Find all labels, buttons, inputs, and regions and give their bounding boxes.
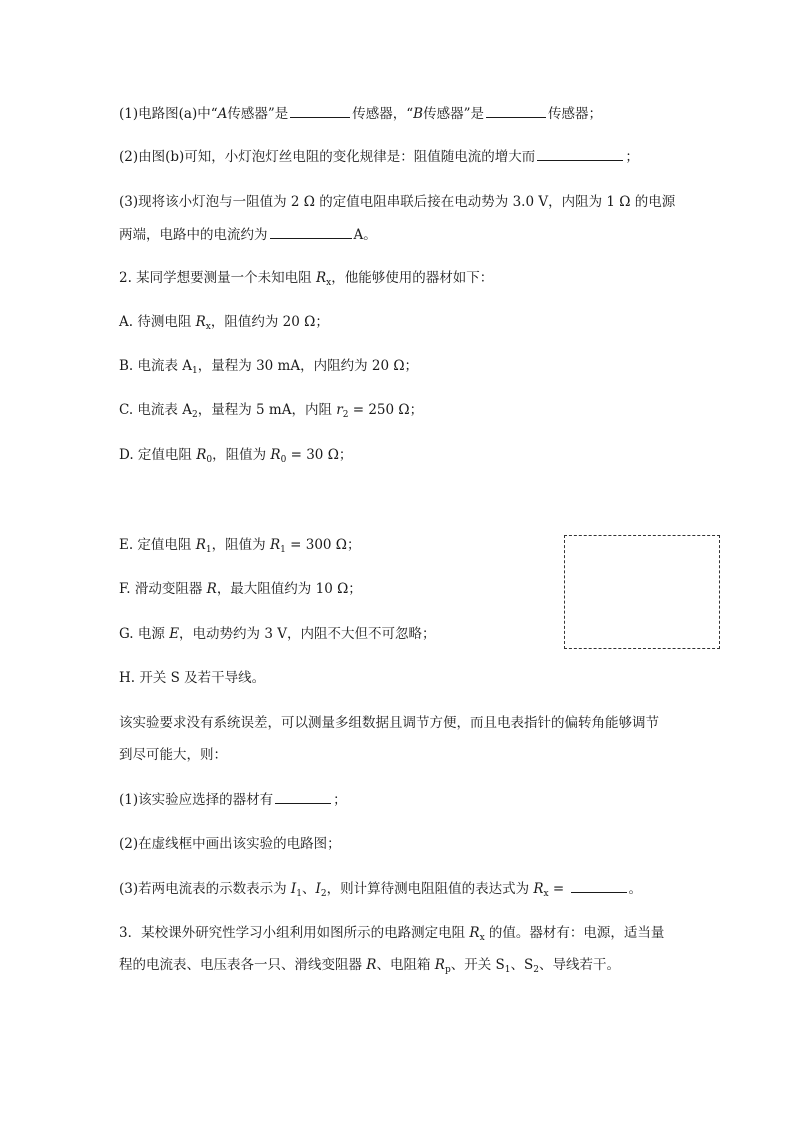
text: R — [469, 925, 480, 941]
answer-blank[interactable] — [290, 103, 350, 118]
text: (1)电路图(a)中“ — [119, 106, 218, 122]
q2-sub1 — [119, 789, 347, 810]
text: 、S — [510, 957, 534, 973]
text: E — [169, 626, 180, 642]
q2-item-g — [119, 624, 435, 644]
text: r — [336, 402, 343, 418]
text: x — [479, 933, 485, 943]
text: F. 滑动变阻器 — [119, 581, 207, 597]
text: (3)现将该小灯泡与一阻值为 2 Ω 的定值电阻串联后接在电动势为 3.0 V，内阻为 1 Ω 的电源 — [119, 194, 676, 210]
answer-blank[interactable] — [537, 146, 623, 161]
text: 到尽可能大，则： — [119, 747, 227, 763]
q1-part3-line1 — [119, 192, 675, 212]
text: ，他能够使用的器材如下： — [331, 270, 494, 286]
text: R — [195, 314, 206, 330]
q2-item-d — [119, 445, 352, 465]
text: R — [195, 537, 206, 553]
text: R — [533, 881, 544, 897]
text: p — [444, 965, 451, 975]
text: 传感器，“ — [352, 106, 414, 122]
text: I — [290, 881, 297, 897]
text: (2)在虚线框中画出该实验的电路图； — [119, 836, 341, 852]
q2-requirement-line2 — [119, 745, 227, 765]
q2-item-f — [119, 579, 362, 599]
text: G. 电源 — [119, 626, 170, 642]
answer-blank[interactable] — [486, 103, 546, 118]
q2-item-a — [119, 312, 329, 332]
text: R — [270, 447, 281, 463]
q2-item-h — [119, 668, 265, 688]
text: ，阻值为 — [212, 447, 271, 463]
text: 程的电流表、电压表各一只、滑线变阻器 — [119, 957, 367, 973]
text: 1 — [296, 889, 302, 899]
text: ； — [625, 149, 639, 165]
circuit-drawing-box[interactable] — [564, 535, 720, 649]
text: 2 — [533, 965, 539, 975]
text: x — [326, 278, 332, 288]
text: ，阻值约为 20 Ω； — [210, 314, 329, 330]
text: C. 电流表 A — [119, 402, 192, 418]
text: R — [196, 447, 207, 463]
text: A. 待测电阻 — [119, 314, 196, 330]
text: 2 — [342, 410, 349, 420]
text: R — [269, 537, 281, 553]
text: 0 — [206, 455, 213, 465]
text: 1 — [205, 545, 212, 555]
text: A — [217, 106, 228, 122]
answer-blank[interactable] — [571, 878, 627, 893]
text: H. 开关 S 及若干导线。 — [119, 670, 266, 686]
text: x — [543, 889, 549, 899]
text: (2)由图(b)可知，小灯泡灯丝电阻的变化规律是：阻值随电流的增大而 — [119, 149, 536, 165]
text: 。 — [628, 881, 643, 897]
q2-item-e — [119, 535, 361, 555]
text: 、导线若干。 — [538, 957, 620, 973]
text: (3)若两电流表的示数表示为 — [119, 881, 291, 897]
text: 3．某校课外研究性学习小组利用如图所示的电路测定电阻 — [119, 925, 470, 941]
text: = — [548, 881, 569, 897]
text: x — [205, 322, 211, 332]
text: 、 — [302, 881, 316, 897]
text: ，最大阻值约为 10 Ω； — [216, 581, 362, 597]
q2-requirement-line1 — [119, 713, 659, 733]
text: 1 — [280, 545, 286, 555]
text: 2 — [191, 410, 198, 420]
text: = 250 Ω； — [348, 402, 424, 418]
text: 的值。器材有：电源，适当量 — [484, 925, 665, 941]
text: 1 — [192, 366, 198, 376]
text: B — [413, 106, 424, 122]
text: ，量程为 5 mA，内阻 — [197, 402, 337, 418]
q2-sub3 — [119, 878, 642, 899]
text: ； — [333, 792, 347, 808]
text: 该实验要求没有系统误差，可以测量多组数据且调节方便，而且电表指针的偏转角能够调节 — [119, 715, 659, 731]
text: 2. 某同学想要测量一个未知电阻 — [119, 270, 316, 286]
text: R — [434, 957, 445, 973]
text: A。 — [353, 227, 377, 243]
q3-line1 — [119, 923, 664, 943]
text: E. 定值电阻 — [119, 537, 196, 553]
answer-blank[interactable] — [270, 224, 352, 239]
text: 传感器”是 — [423, 106, 484, 122]
text: 传感器”是 — [227, 106, 289, 122]
text: 、电阻箱 — [376, 957, 435, 973]
q2-item-b — [119, 356, 418, 376]
q2-sub2 — [119, 834, 341, 854]
text: ，阻值为 — [211, 537, 270, 553]
text: = 30 Ω； — [286, 447, 353, 463]
text: 传感器； — [548, 106, 602, 122]
text: R — [366, 957, 377, 973]
q2-item-c — [119, 400, 423, 420]
text: R — [315, 270, 327, 286]
text: B. 电流表 A — [119, 358, 193, 374]
q3-line2 — [119, 955, 620, 975]
q1-part3-line2 — [119, 224, 377, 245]
text: 两端，电路中的电流约为 — [119, 227, 268, 243]
text: = 300 Ω； — [285, 537, 361, 553]
text: (1)该实验应选择的器材有 — [119, 792, 274, 808]
q1-part2 — [119, 146, 639, 167]
text: 2 — [320, 889, 327, 899]
text: D. 定值电阻 — [119, 447, 197, 463]
text: 1 — [504, 965, 511, 975]
text: 、开关 S — [450, 957, 505, 973]
text: ，电动势约为 3 V，内阻不大但不可忽略； — [179, 626, 436, 642]
text: ，量程为 30 mA，内阻约为 20 Ω； — [197, 358, 419, 374]
text: ，则计算待测电阻阻值的表达式为 — [326, 881, 534, 897]
q1-part1 — [119, 103, 602, 124]
answer-blank[interactable] — [275, 789, 331, 804]
q2-stem — [119, 268, 493, 288]
text: R — [206, 581, 217, 597]
text: I — [315, 881, 321, 897]
text: 0 — [280, 455, 287, 465]
